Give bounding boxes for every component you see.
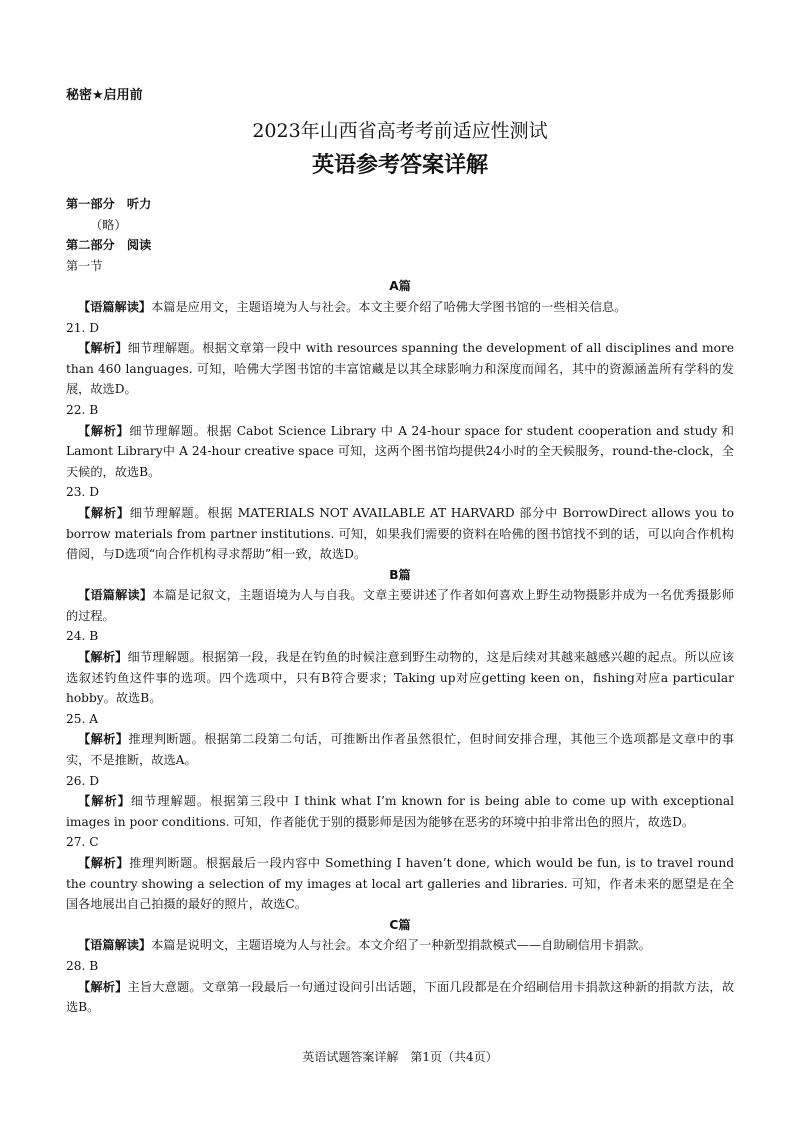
explanation-23: 【解析】细节理解题。根据 MATERIALS NOT AVAILABLE AT HARVARD 部分中 BorrowDirect allows you to borrow materials from partner institutions. 可知，如果我们需要的资料在哈佛的图书馆找不到的话，可以向合作机构借阅，与D选项“向合作机构寻求帮助”相一致，故选D。 (66, 505, 735, 562)
document-title: 英语参考答案详解 (311, 153, 488, 178)
answer-28: 28. B (66, 958, 99, 973)
exam-title: 2023年山西省高考考前适应性测试 (252, 120, 548, 142)
explanation-26: 【解析】细节理解题。根据第三段中 I think what I’m known for is being able to come up with exceptional images in poor conditions. 可知，作者能优于别的摄影师是因为能够在恶劣的环境中拍非常出色的照片，故选D。 (66, 794, 735, 829)
explanation-25: 【解析】推理判断题。根据第二段第二句话，可推断出作者虽然很忙，但时间安排合理，其他三个选项都是文章中的事实，不是推断，故选A。 (66, 732, 735, 768)
passage-a-summary (66, 297, 734, 318)
answer-23: 23. D (66, 485, 100, 500)
answer-24: 24. B (66, 629, 99, 644)
passage-c-summary: 【语篇解读】本篇是说明文，主题语境为人与社会。本文介绍了一种新型捐款模式——自助刷信用卡捐款。 (78, 938, 651, 953)
answer-26: 26. D (66, 773, 100, 788)
part2-heading: 第二部分 阅读 (66, 238, 152, 253)
explanation-27: 【解析】推理判断题。根据最后一段内容中 Something I haven’t done, which would be fun, is to travel round the country showing a selection of my images at local art galleries and libraries. 可知，作者未来的愿望是在全国各地展出自己拍摄的最好的照片，故选C。 (66, 856, 734, 912)
passage-b-title: B篇 (389, 567, 411, 582)
answer-content (66, 194, 734, 1018)
summary-text: 本篇是应用文，主题语境为人与社会。本文主要介绍了哈佛大学图书馆的一些相关信息。 (151, 299, 627, 314)
page-footer: 英语试题答案详解 第1页（共4页） (302, 1050, 498, 1064)
passage-b-summary: 【语篇解读】本篇是记叙文，主题语境为人与自我。文章主要讲述了作者如何喜欢上野生动物摄影并成为一名优秀摄影师的过程。 (66, 588, 735, 623)
answer-27: 27. C (66, 835, 99, 850)
section-heading: 第一节 (66, 258, 103, 273)
part1-note: （略） (90, 217, 127, 232)
answer-22: 22. B (66, 402, 99, 417)
answer-21: 21. D (66, 320, 100, 335)
passage-c-title: C篇 (389, 917, 411, 932)
summary-tag: 【语篇解读】 (78, 299, 152, 314)
explanation-22: 【解析】细节理解题。根据 Cabot Science Library 中 A 24-hour space for student cooperation and study 和 Lamont Library中 A 24-hour creative space 可知，这两个图书馆均提供24小时的全天候服务，round-the-clock，全天候的，故选B。 (66, 423, 734, 479)
part1-heading: 第一部分 听力 (66, 197, 152, 211)
confidential-label: 秘密★启用前 (66, 88, 143, 103)
passage-a-title: A篇 (389, 279, 411, 294)
explanation-21: 【解析】细节理解题。根据文章第一段中 with resources spanning the development of all disciplines and more than 460 languages. 可知，哈佛大学图书馆的丰富馆藏是以其全球影响力和深度而闻名，其中的资源涵盖所有学科的发展，故选D。 (66, 341, 734, 397)
answer-25: 25. A (66, 711, 99, 726)
explanation-28: 【解析】主旨大意题。文章第一段最后一句通过设问引出话题，下面几段都是在介绍刷信用卡捐款这种新的捐款方法，故选B。 (66, 979, 735, 1015)
explanation-24: 【解析】细节理解题。根据第一段，我是在钓鱼的时候注意到野生动物的，这是后续对其越来越感兴趣的起点。所以应该选叙述钓鱼这件事的选项。四个选项中，只有B符合要求；Taking up对应getting keen on，fishing对应a particular hobby。故选B。 (66, 650, 735, 706)
